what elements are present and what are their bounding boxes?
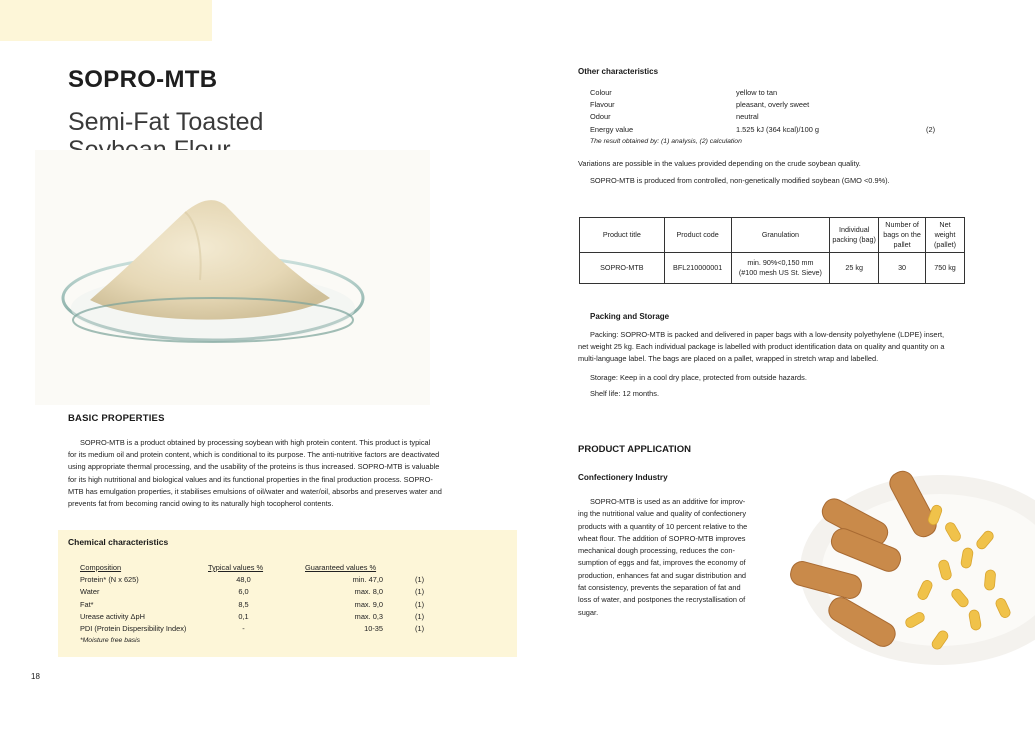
note-row: [590, 136, 935, 148]
header-line: pallet: [893, 240, 911, 249]
header-line: weight: [934, 230, 956, 239]
page-number: 18: [31, 672, 40, 681]
header-line: Individual: [838, 225, 870, 234]
table-row: [80, 574, 445, 586]
analysis-note: The result obtained by: (1) analysis, (2) calculation: [590, 137, 742, 145]
cell-ref: (1): [415, 587, 425, 597]
cell-value: neutral: [736, 112, 759, 122]
product-title: SOPRO-MTB: [68, 66, 218, 93]
cell-name: Water: [80, 587, 100, 597]
table-header-row: [80, 562, 445, 574]
variation-note: Variations are possible in the values provided depending on the crude soybean quality.: [578, 159, 861, 168]
footnote-row: [80, 635, 445, 647]
text-line: MTB has emulgation properties, it stabilises emulsions of oil/water and water/oil, absorbs and preserves water and: [68, 486, 442, 496]
cell-name: Protein* (N x 625): [80, 575, 139, 585]
header-product-code: Product code: [664, 218, 731, 253]
cell-guaranteed: min. 47,0: [352, 575, 383, 585]
cell-guaranteed: max. 8,0: [354, 587, 383, 597]
cell-ref: [926, 99, 935, 111]
text-line: sugar.: [578, 607, 599, 617]
cell-name: Colour: [590, 88, 612, 97]
cell-net: 750 kg: [926, 253, 965, 284]
cell-line: min. 90%<0,150 mm: [747, 258, 814, 267]
cell-granulation: [731, 253, 830, 284]
cell-line: (#100 mesh US St. Sieve): [738, 268, 822, 277]
cell-ref: (1): [415, 599, 425, 609]
header-line: Number of: [885, 220, 919, 229]
other-characteristics-table: [590, 87, 935, 148]
cell-bags: 30: [879, 253, 926, 284]
basic-properties-text: [68, 437, 518, 510]
basic-properties-heading: BASIC PROPERTIES: [68, 413, 165, 424]
text-line: SOPRO-MTB is used as an additive for improv-: [590, 497, 746, 506]
product-subtitle-line: Semi-Fat Toasted: [68, 108, 264, 136]
cell-typical: 8,5: [238, 599, 249, 609]
cell-name: Flavour: [590, 100, 615, 110]
cell-name: PDI (Protein Dispersibility Index): [80, 624, 187, 634]
footnote: *Moisture free basis: [80, 637, 141, 645]
text-line: using appropriate thermal processing, and the usability of the proteins is thus increased. SOPRO-MTB is valuable: [68, 462, 440, 472]
cell-value: pleasant, overly sweet: [736, 100, 810, 110]
cell-ref: (1): [415, 575, 425, 585]
table-row: [80, 599, 445, 611]
cell-ref: (1): [415, 611, 425, 621]
table-row: [80, 611, 445, 623]
table-row: [590, 111, 935, 123]
cell-value: yellow to tan: [736, 88, 778, 97]
header-line: (pallet): [934, 240, 956, 249]
cell-name: Odour: [590, 112, 611, 122]
cell-ref: (1): [415, 624, 425, 634]
text-line: production, enhances fat and sugar distribution and: [578, 570, 747, 580]
text-line: net weight 25 kg. Each individual package is labelled with product identification data on quality and quantity on a: [578, 342, 945, 352]
table-row: [80, 586, 445, 598]
cell-typical: 6,0: [238, 587, 249, 597]
cell-name: Fat*: [80, 599, 94, 609]
table-row: [590, 99, 935, 111]
cell-name: Urease activity ΔpH: [80, 611, 145, 621]
cell-typical: -: [242, 624, 245, 634]
confectionery-text: [578, 496, 762, 619]
text-line: fat consistency, prevents the separation of fat and: [578, 583, 741, 593]
header-bags: [879, 218, 926, 253]
header-line: bags on the: [883, 230, 921, 239]
table-row: [590, 87, 935, 99]
cell-typical: 48,0: [236, 575, 251, 585]
packing-text: [578, 329, 978, 366]
table-row: [590, 124, 935, 136]
text-line: prevents fat from becoming rancid owing to its naturally high tocopherol contents.: [68, 499, 334, 509]
chemical-characteristics-title: Chemical characteristics: [68, 537, 169, 547]
biscuits-plate-illustration: [770, 470, 1035, 675]
cell-guaranteed: max. 0,3: [354, 611, 383, 621]
table-row: [80, 623, 445, 635]
cell-typical: 0,1: [238, 611, 249, 621]
header-product-title: Product title: [580, 218, 665, 253]
gmo-note: SOPRO-MTB is produced from controlled, non-genetically modified soybean (GMO <0.9%).: [590, 176, 890, 185]
cell-ref: [926, 87, 935, 99]
col-ref: [415, 562, 445, 574]
other-characteristics-title: Other characteristics: [578, 67, 659, 76]
cell-ref: (2): [926, 124, 936, 134]
confectionery-heading: Confectionery Industry: [578, 473, 668, 482]
text-line: for its medium oil and protein content, which is conditional to its purpose. The anti-nutritive factors are deactivated: [68, 450, 440, 460]
cell-title: SOPRO-MTB: [580, 253, 665, 284]
flour-bowl-illustration: [35, 150, 430, 405]
text-line: loss of water, and postpones the recrystallisation of: [578, 595, 746, 605]
cell-ref: [926, 111, 935, 123]
cell-packing: 25 kg: [830, 253, 879, 284]
text-line: sumption of eggs and fat, improves the economy of: [578, 558, 746, 568]
text-line: Packing: SOPRO-MTB is packed and delivered in paper bags with a low-density polyethylene (LDPE) insert,: [590, 330, 945, 339]
header-line: Net: [939, 220, 951, 229]
text-line: multi-language label. The bags are placed on a pallet, wrapped in stretch wrap and labelled.: [578, 354, 879, 364]
biscuits-photo: [770, 470, 1035, 675]
header-line: packing (bag): [832, 235, 876, 244]
flour-photo: [35, 150, 430, 405]
shelf-life-text: Shelf life: 12 months.: [590, 389, 660, 398]
table-row: [580, 253, 965, 284]
packing-storage-title: Packing and Storage: [590, 312, 670, 321]
text-line: SOPRO-MTB is a product obtained by processing soybean with high protein content. This product is typical: [80, 438, 431, 447]
text-line: for its high nutritional and biological values and its functional properties in the final production process. SOPRO-: [68, 474, 433, 484]
text-line: ing the nutritional value and quality of confectionery: [578, 509, 747, 519]
text-line: wheat flour. The addition of SOPRO-MTB improves: [578, 533, 746, 543]
product-application-heading: PRODUCT APPLICATION: [578, 444, 691, 455]
text-line: products with a quantity of 10 percent relative to the: [578, 521, 748, 531]
header-net-weight: [926, 218, 965, 253]
header-packing: [830, 218, 879, 253]
header-granulation: Granulation: [731, 218, 830, 253]
chemical-table: [80, 562, 445, 647]
table-header-row: [580, 218, 965, 253]
cell-name: Energy value: [590, 124, 634, 134]
cell-value: 1.525 kJ (364 kcal)/100 g: [736, 124, 819, 134]
text-line: mechanical dough processing, reduces the con-: [578, 546, 735, 556]
col-composition: Composition: [80, 563, 122, 572]
col-guaranteed: Guaranteed values %: [305, 563, 377, 572]
corner-tab: [0, 0, 212, 41]
storage-text: Storage: Keep in a cool dry place, protected from outside hazards.: [590, 373, 807, 382]
cell-code: BFL210000001: [664, 253, 731, 284]
product-table: [579, 217, 965, 284]
cell-guaranteed: max. 9,0: [354, 599, 383, 609]
col-typical: Typical values %: [208, 563, 264, 572]
cell-guaranteed: 10-35: [364, 624, 383, 634]
